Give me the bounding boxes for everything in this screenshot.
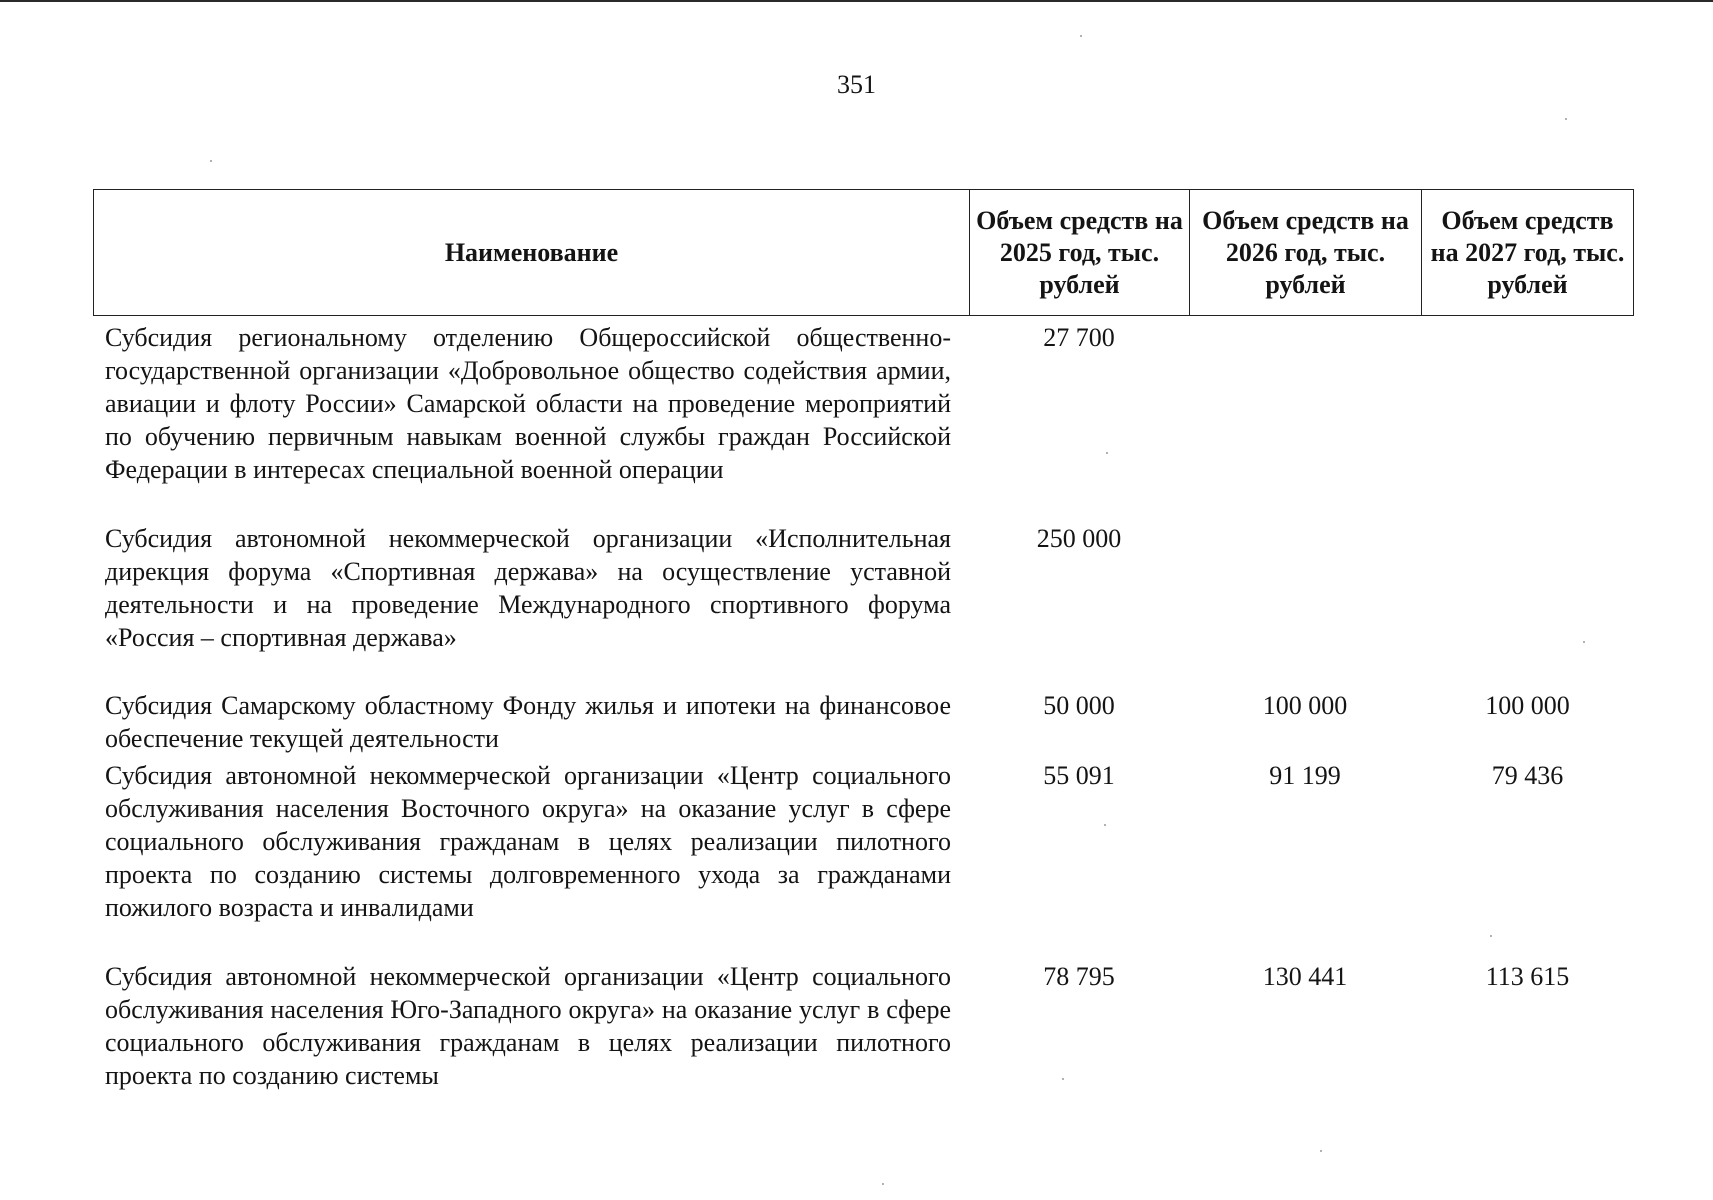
row-value-2025: 78 795 bbox=[1043, 962, 1115, 991]
row-value-2027: 79 436 bbox=[1491, 761, 1564, 790]
header-year-2026: Объем средств на 2026 год, тыс. рублей bbox=[1190, 190, 1422, 315]
row-value-2026: 130 441 bbox=[1262, 962, 1348, 991]
row-value-2025: 27 700 bbox=[1043, 323, 1115, 352]
row-value-2026: 100 000 bbox=[1262, 691, 1348, 720]
header-year-2025: Объем средств на 2025 год, тыс. рублей bbox=[970, 190, 1190, 315]
scan-speck bbox=[210, 160, 212, 162]
row-name: Субсидия региональному отделению Общероссийской общественно-государственной организации «Добровольное общество содействия армии, авиации и флоту России» Самарской области на проведение мероприятий по обучению первичным навыкам военной службы граждан Российской Федерации в интересах специальной военной операции bbox=[105, 323, 951, 484]
row-name: Субсидия Самарскому областному Фонду жилья и ипотеки на финансовое обеспечение текущей деятельности bbox=[105, 691, 951, 753]
row-value-2026: 91 199 bbox=[1269, 761, 1341, 790]
scan-speck bbox=[1490, 935, 1492, 937]
row-name: Субсидия автономной некоммерческой организации «Исполнительная дирекция форума «Спортивная держава» на осуществление уставной деятельности и на проведение Международного спортивного форума «Россия – спортивная держава» bbox=[105, 524, 951, 652]
page-number: 351 bbox=[837, 70, 876, 99]
scan-speck bbox=[1583, 641, 1585, 643]
scan-speck bbox=[1565, 118, 1567, 120]
scan-speck bbox=[1106, 452, 1108, 454]
scan-speck bbox=[1062, 1078, 1064, 1080]
row-value-2027: 100 000 bbox=[1485, 691, 1570, 720]
scan-speck bbox=[1080, 35, 1082, 37]
row-value-2025: 55 091 bbox=[1043, 761, 1115, 790]
row-value-2025: 250 000 bbox=[1036, 524, 1122, 553]
row-name: Субсидия автономной некоммерческой организации «Центр социального обслуживания населения Юго-Западного округа» на оказание услуг в сфере социального обслуживания гражданам в целях реализации пилотного проекта по созданию системы bbox=[105, 962, 951, 1090]
scan-speck bbox=[1320, 1150, 1322, 1152]
scan-speck bbox=[882, 1183, 884, 1185]
page-top-border bbox=[0, 0, 1713, 2]
row-name: Субсидия автономной некоммерческой организации «Центр социального обслуживания населения Восточного округа» на оказание услуг в сфере социального обслуживания гражданам в целях реализации пилотного проекта по созданию системы долговременного ухода за гражданами пожилого возраста и инвалидами bbox=[105, 761, 951, 922]
scan-speck bbox=[1104, 824, 1106, 826]
header-name: Наименование bbox=[94, 190, 970, 315]
row-value-2027: 113 615 bbox=[1485, 962, 1570, 991]
row-value-2025: 50 000 bbox=[1043, 691, 1115, 720]
header-year-2027: Объем средств на 2027 год, тыс. рублей bbox=[1430, 205, 1625, 299]
table-header bbox=[93, 189, 1634, 316]
